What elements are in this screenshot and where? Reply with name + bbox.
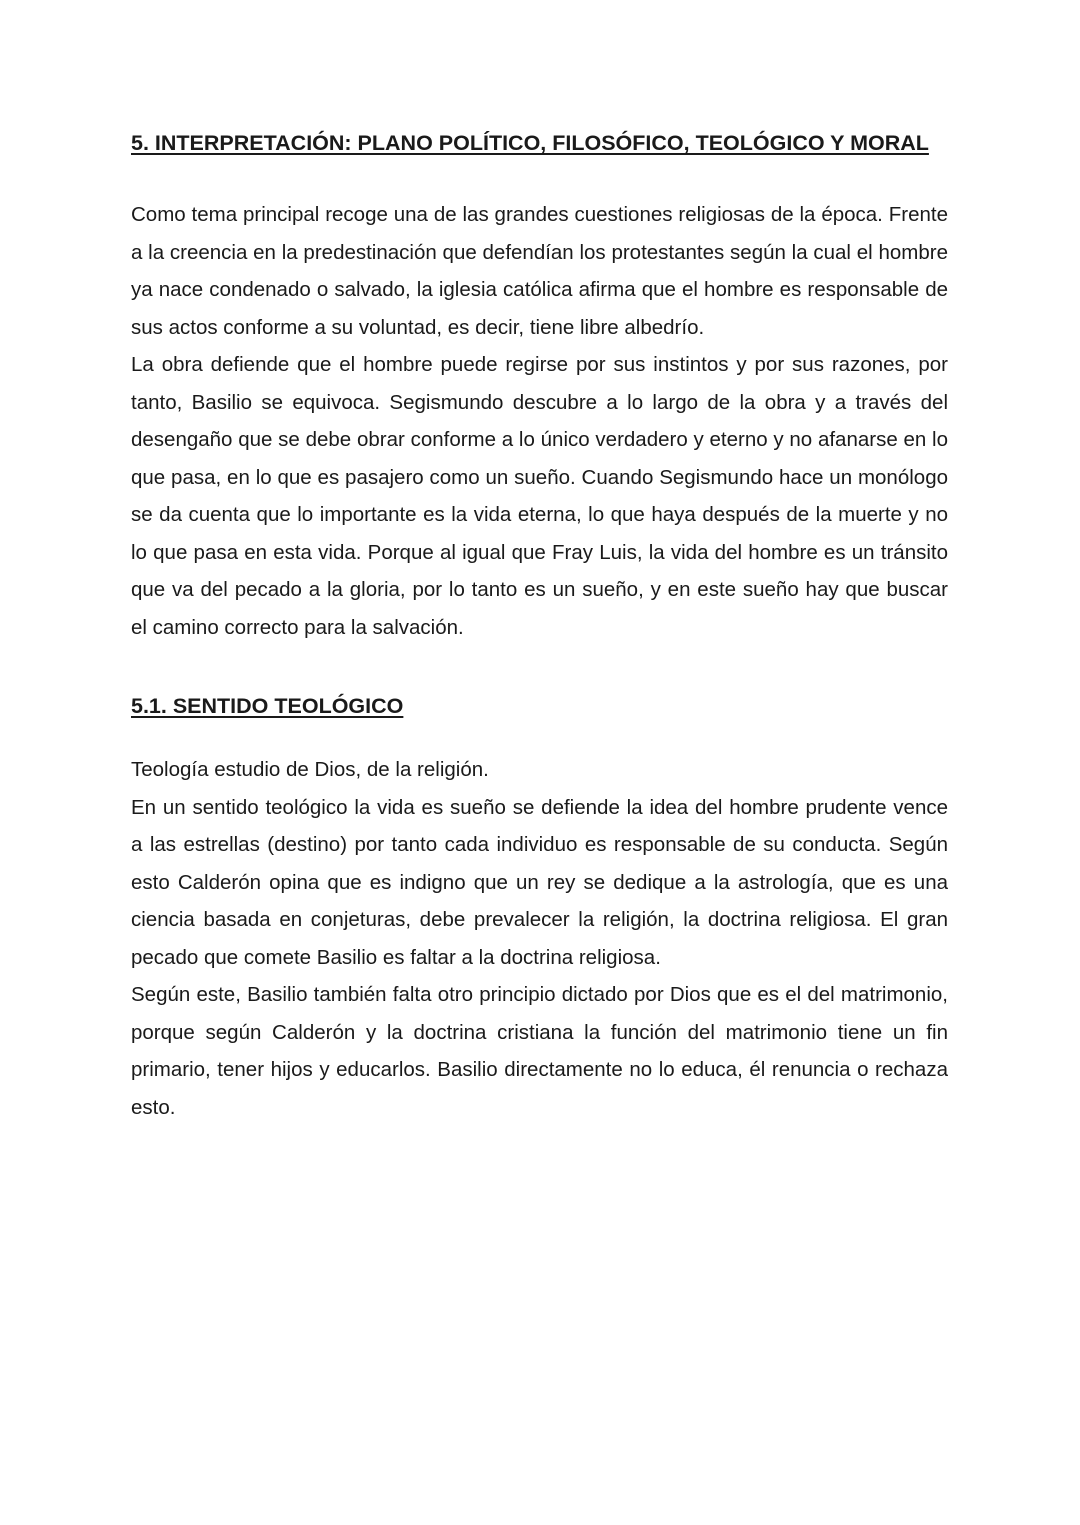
paragraph: Según este, Basilio también falta otro principio dictado por Dios que es el del matrimonio, porque según Calderón y la doctrina cristiana la función del matrimonio tiene un fin primario, tener hijos y educarlos. Basilio directamente no lo educa, él renuncia o rechaza esto. (131, 983, 948, 1119)
main-heading: 5. INTERPRETACIÓN: PLANO POLÍTICO, FILOSÓFICO, TEOLÓGICO Y MORAL (131, 131, 929, 155)
document-page (131, 123, 948, 1126)
paragraph: La obra defiende que el hombre puede regirse por sus instintos y por sus razones, por tanto, Basilio se equivoca. Segismundo descubre a lo largo de la obra y a través del desengaño que se debe obrar conforme a lo único verdadero y eterno y no afanarse en lo que pasa, en lo que es pasajero como un sueño. Cuando Segismundo hace un monólogo se da cuenta que lo importante es la vida eterna, lo que haya después de la muerte y no lo que pasa en esta vida. Porque al igual que Fray Luis, la vida del hombre es un tránsito que va del pecado a la gloria, por lo tanto es un sueño, y en este sueño hay que buscar el camino correcto para la salvación. (131, 353, 948, 639)
paragraph: Teología estudio de Dios, de la religión. (131, 758, 489, 781)
paragraph: En un sentido teológico la vida es sueño se defiende la idea del hombre prudente vence a las estrellas (destino) por tanto cada individuo es responsable de su conducta. Según esto Calderón opina que es indigno que un rey se dedique a la astrología, que es una ciencia basada en conjeturas, debe prevalecer la religión, la doctrina religiosa. El gran pecado que comete Basilio es faltar a la doctrina religiosa. (131, 795, 948, 969)
intro-section (131, 196, 948, 646)
section-heading: 5.1. SENTIDO TEOLÓGICO (131, 694, 404, 718)
theology-section (131, 751, 948, 1126)
paragraph: Como tema principal recoge una de las grandes cuestiones religiosas de la época. Frente a la creencia en la predestinación que defendían los protestantes según la cual el hombre ya nace condenado o salvado, la iglesia católica afirma que el hombre es responsable de sus actos conforme a su voluntad, es decir, tiene libre albedrío. (131, 203, 948, 339)
